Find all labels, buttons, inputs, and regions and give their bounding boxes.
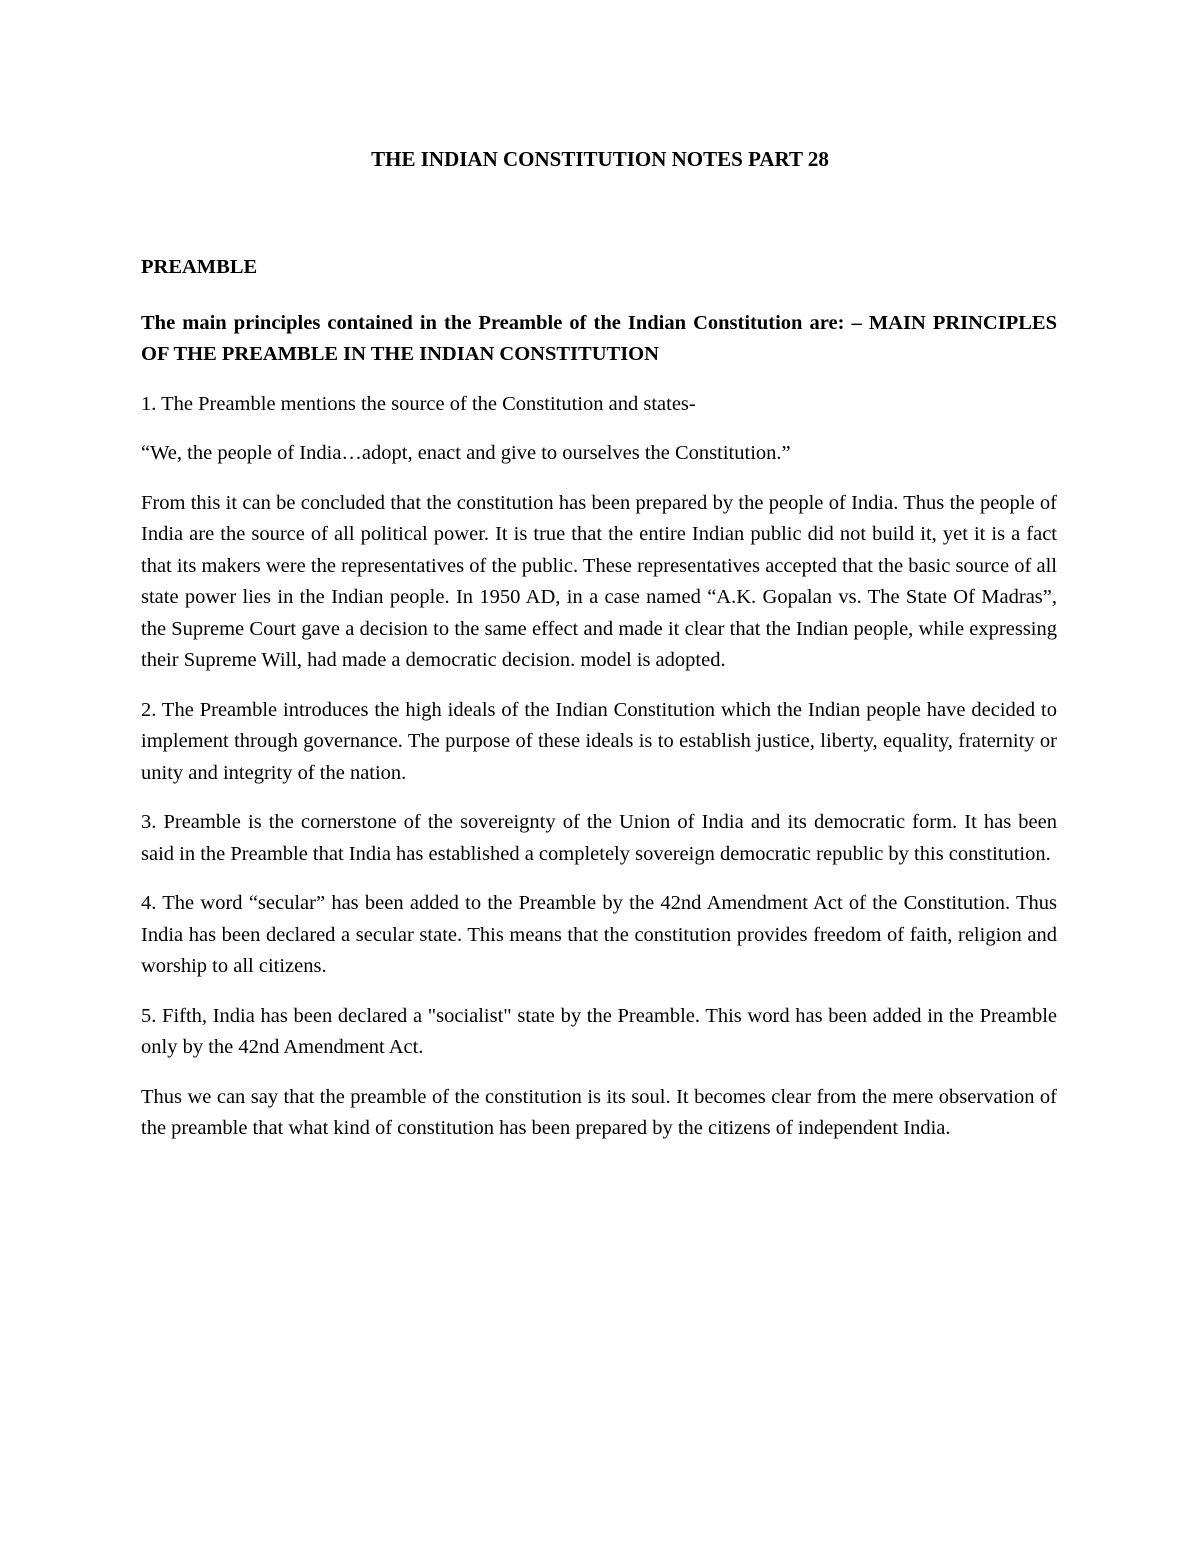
section-heading: PREAMBLE — [141, 256, 258, 278]
paragraph-point-1: 1. The Preamble mentions the source of the Constitution and states- — [141, 392, 696, 415]
paragraph-source-explanation: From this it can be concluded that the constitution has been prepared by the people of India. Thus the people of India are the source of all political power. It is true that the entire Indian public did not build it, yet it is a fact that its makers were the representatives of the public. These representatives accepted that the basic source of all state power lies in the Indian people. In 1950 AD, in a case named “A.K. Gopalan vs. The State Of Madras”, the Supreme Court gave a decision to the same effect and made it clear that the Indian people, while expressing their Supreme Will, had made a democratic decision. model is adopted. — [141, 491, 1057, 671]
paragraph-point-3: 3. Preamble is the cornerstone of the sovereignty of the Union of India and its democratic form. It has been said in the Preamble that India has established a completely sovereign democratic republic by this constitution. — [141, 811, 1057, 865]
intro-paragraph: The main principles contained in the Preamble of the Indian Constitution are: – MAIN PRINCIPLES OF THE PREAMBLE IN THE INDIAN CONSTITUTION — [141, 311, 1057, 365]
document-title: THE INDIAN CONSTITUTION NOTES PART 28 — [371, 147, 829, 171]
paragraph-point-4: 4. The word “secular” has been added to the Preamble by the 42nd Amendment Act of the Constitution. Thus India has been declared a secular state. This means that the constitution provides freedom of faith, religion and worship to all citizens. — [141, 892, 1057, 977]
conclusion-paragraph: Thus we can say that the preamble of the constitution is its soul. It becomes clear from the mere observation of the preamble that what kind of constitution has been prepared by the citizens of independent India. — [141, 1085, 1057, 1139]
quote-paragraph: “We, the people of India…adopt, enact and give to ourselves the Constitution.” — [141, 442, 791, 464]
paragraph-point-5: 5. Fifth, India has been declared a "socialist" state by the Preamble. This word has been added in the Preamble only by the 42nd Amendment Act. — [141, 1004, 1057, 1058]
document-body — [141, 252, 1057, 1163]
paragraph-point-2: 2. The Preamble introduces the high ideals of the Indian Constitution which the Indian people have decided to implement through governance. The purpose of these ideals is to establish justice, liberty, equality, fraternity or unity and integrity of the nation. — [141, 698, 1057, 784]
